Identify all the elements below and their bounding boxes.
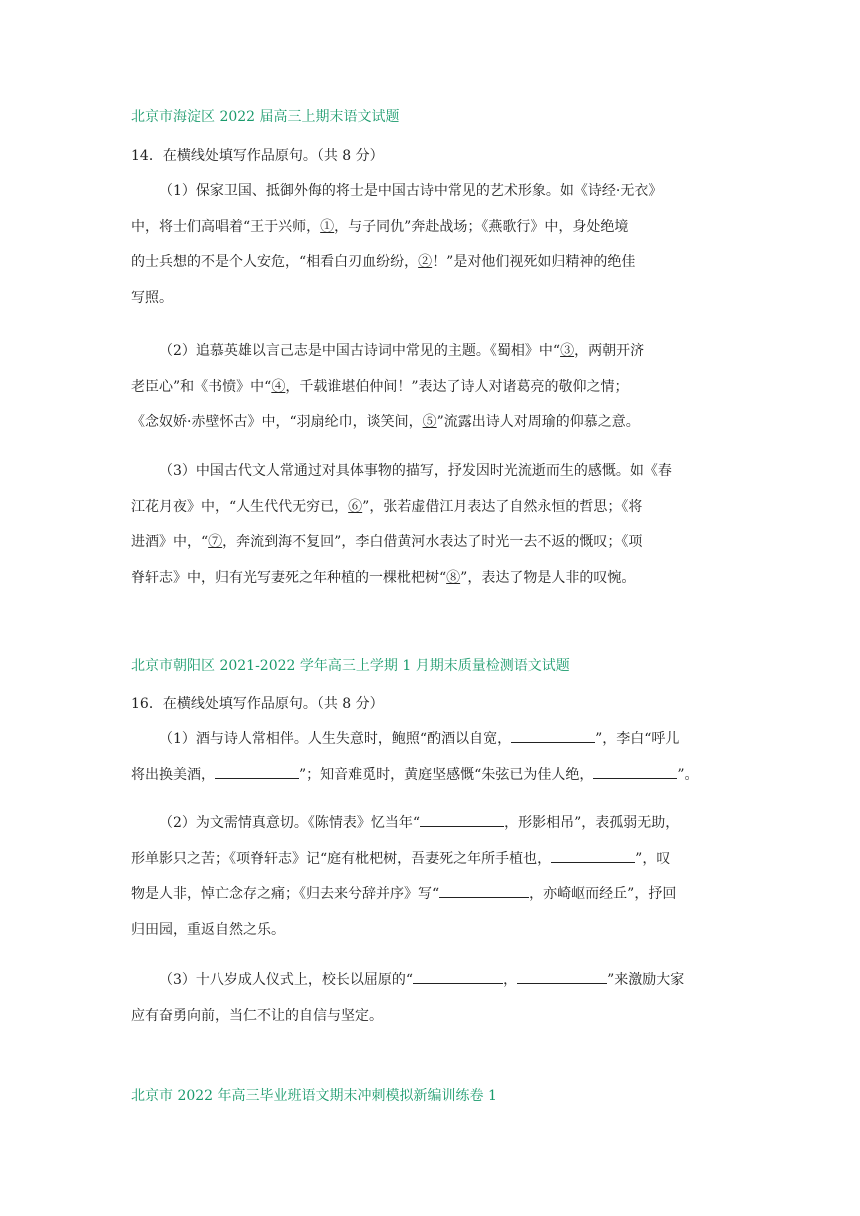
blank-marker: ⑦ [208, 534, 223, 550]
question-paragraph [131, 722, 729, 793]
text-line: 《念奴娇·赤壁怀古》中，“羽扇纶巾，谈笑间，⑤”流露出诗人对周瑜的仰慕之意。 [131, 414, 640, 430]
text-line: 归田园，重返自然之乐。 [131, 921, 285, 938]
text-line: 形单影只之苦；《项脊轩志》记“庭有枇杷树，吾妻死之年所手植也， ”，叹 [131, 842, 729, 878]
blank-marker: ④ [271, 378, 286, 395]
answer-blank [215, 764, 299, 779]
blank-marker: ② [418, 254, 433, 270]
question-paragraph [131, 963, 729, 1034]
text-line: 进酒》中，“⑦，奔流到海不复回”，李白借黄河水表达了时光一去不返的慨叹；《项 [131, 534, 643, 550]
answer-blank [593, 764, 677, 779]
answer-blank [420, 812, 504, 827]
text-line: 的士兵想的不是个人安危，“相看白刃血纷纷，②！”是对他们视死如归精神的绝佳 [131, 254, 636, 270]
text-line: （3）中国古代文人常通过对具体事物的描写，抒发因时光流逝而生的感慨。如《春 [159, 463, 672, 479]
text-line: 江花月夜》中，“人生代代无穷已，⑥”，张若虚借江月表达了自然永恒的哲思；《将 [131, 498, 643, 515]
text-line: （2）为文需情真意切。《陈情表》忆当年“ ，形影相吊”，表孤弱无助， [131, 806, 729, 842]
question-paragraph [131, 454, 729, 596]
text-line: 中，将士们高唱着“王于兴师，①，与子同仇”奔赴战场；《燕歌行》中，身处绝境 [131, 218, 629, 235]
text-line: 脊轩志》中，归有光写妻死之年种植的一棵枇杷树“⑧”，表达了物是人非的叹惋。 [131, 569, 636, 586]
answer-blank [551, 848, 635, 863]
blank-marker: ⑧ [446, 569, 461, 586]
text-line: （1）保家卫国、抵御外侮的将士是中国古诗中常见的艺术形象。如《诗经·无衣》 [159, 183, 663, 199]
text-line: （3）十八岁成人仪式上，校长以屈原的“ ， ”来激励大家 [131, 963, 729, 999]
question-paragraph [131, 334, 729, 441]
question-paragraph [131, 806, 729, 948]
text-line: （1）酒与诗人常相伴。人生失意时，鲍照“酌酒以自宽， ”，李白“呼儿 [131, 722, 729, 758]
text-line: 物是人非，悼亡念存之痛；《归去来兮辞并序》写“ ，亦崎岖而经丘”，抒回 [131, 877, 729, 913]
text-line: （2）追慕英雄以言己志是中国古诗词中常见的主题。《蜀相》中“③，两朝开济 [159, 343, 645, 359]
blank-marker: ① [320, 218, 335, 235]
answer-blank [511, 728, 595, 743]
source-title: 北京市 2022 年高三毕业班语文期末冲刺模拟新编训练卷 1 [131, 1088, 497, 1104]
text-line: 将出换美酒， ”；知音难觅时，黄庭坚感慨“朱弦已为佳人绝， ”。 [131, 758, 729, 794]
question-title: 16．在横线处填写作品原句。（共 8 分） [131, 696, 384, 712]
answer-blank [413, 969, 503, 984]
source-title: 北京市海淀区 2022 届高三上期末语文试题 [131, 109, 400, 125]
answer-blank [439, 883, 529, 898]
source-title: 北京市朝阳区 2021-2022 学年高三上学期 1 月期末质量检测语文试题 [131, 658, 570, 674]
answer-blank [517, 969, 607, 984]
blank-marker: ⑤ [422, 414, 437, 430]
text-line: 应有奋勇向前，当仁不让的自信与坚定。 [131, 1007, 383, 1024]
blank-marker: ③ [560, 343, 575, 359]
text-line: 老臣心”和《书愤》中“④，千载谁堪伯仲间！”表达了诗人对诸葛亮的敬仰之情； [131, 378, 629, 395]
text-line: 写照。 [131, 289, 173, 306]
question-paragraph [131, 174, 729, 316]
blank-marker: ⑥ [348, 498, 363, 515]
question-title: 14．在横线处填写作品原句。（共 8 分） [131, 148, 384, 164]
